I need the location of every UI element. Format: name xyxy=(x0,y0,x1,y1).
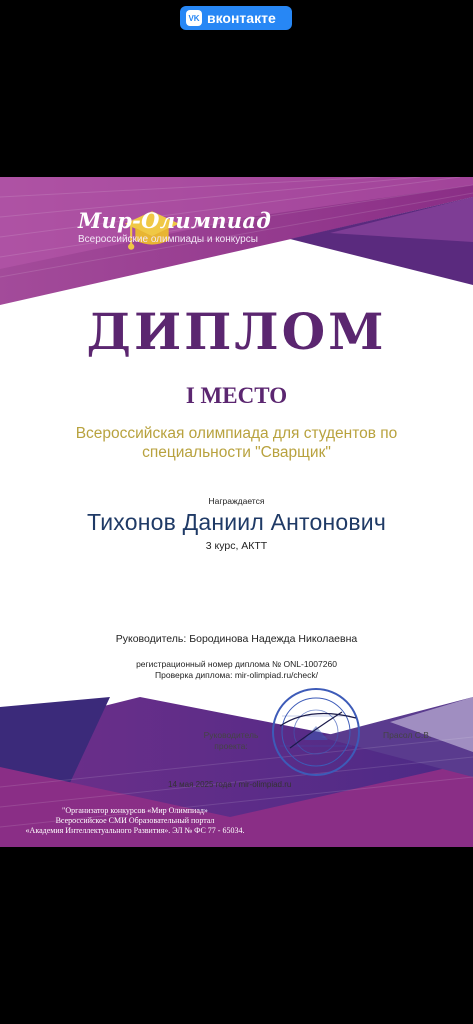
signer-name: Прасол С.В. xyxy=(383,730,432,740)
supervisor-line: Руководитель: Бородинова Надежда Николаевна xyxy=(115,633,358,645)
registration-number: регистрационный номер диплома № ONL-1007260 xyxy=(136,659,337,669)
registration-block xyxy=(0,659,473,681)
vk-app-label: вконтакте xyxy=(207,10,276,26)
organizer-block xyxy=(0,806,270,836)
project-lead-line-2: проекта: xyxy=(214,741,248,751)
check-url: Проверка диплома: mir-olimpiad.ru/check/ xyxy=(155,670,318,680)
logo-subtitle: Всероссийские олимпиады и конкурсы xyxy=(78,234,258,245)
place-label: I МЕСТО xyxy=(185,383,288,408)
diploma-title: ДИПЛОМ xyxy=(86,302,387,361)
course-info: 3 курс, АКТТ xyxy=(205,540,268,552)
stamp-seal-icon xyxy=(270,686,362,778)
vk-badge[interactable] xyxy=(180,6,292,30)
awarded-label: Награждается xyxy=(208,496,265,506)
project-lead-label xyxy=(196,730,266,752)
logo-title: Мир-Олимпиад xyxy=(78,208,272,233)
organizer-line-1: "Организатор конкурсов «Мир Олимпиад» xyxy=(62,806,208,815)
olympiad-name xyxy=(40,424,433,462)
olympiad-line-1: Всероссийская олимпиада для студентов по xyxy=(75,425,398,442)
project-lead-line-1: Руководитель xyxy=(203,730,259,740)
organizer-line-3: «Академия Интеллектуального Развития». ЭЛ № ФС 77 - 65034. xyxy=(25,826,245,835)
vk-logo-icon: VK xyxy=(186,10,202,26)
date-line: 14 мая 2025 года / mir-olimpiad.ru xyxy=(168,780,292,789)
recipient-name: Тихонов Даниил Антонович xyxy=(86,509,387,535)
olympiad-line-2: специальности "Сварщик" xyxy=(142,444,331,461)
organizer-line-2: Всероссийское СМИ Образовательный портал xyxy=(55,816,215,825)
